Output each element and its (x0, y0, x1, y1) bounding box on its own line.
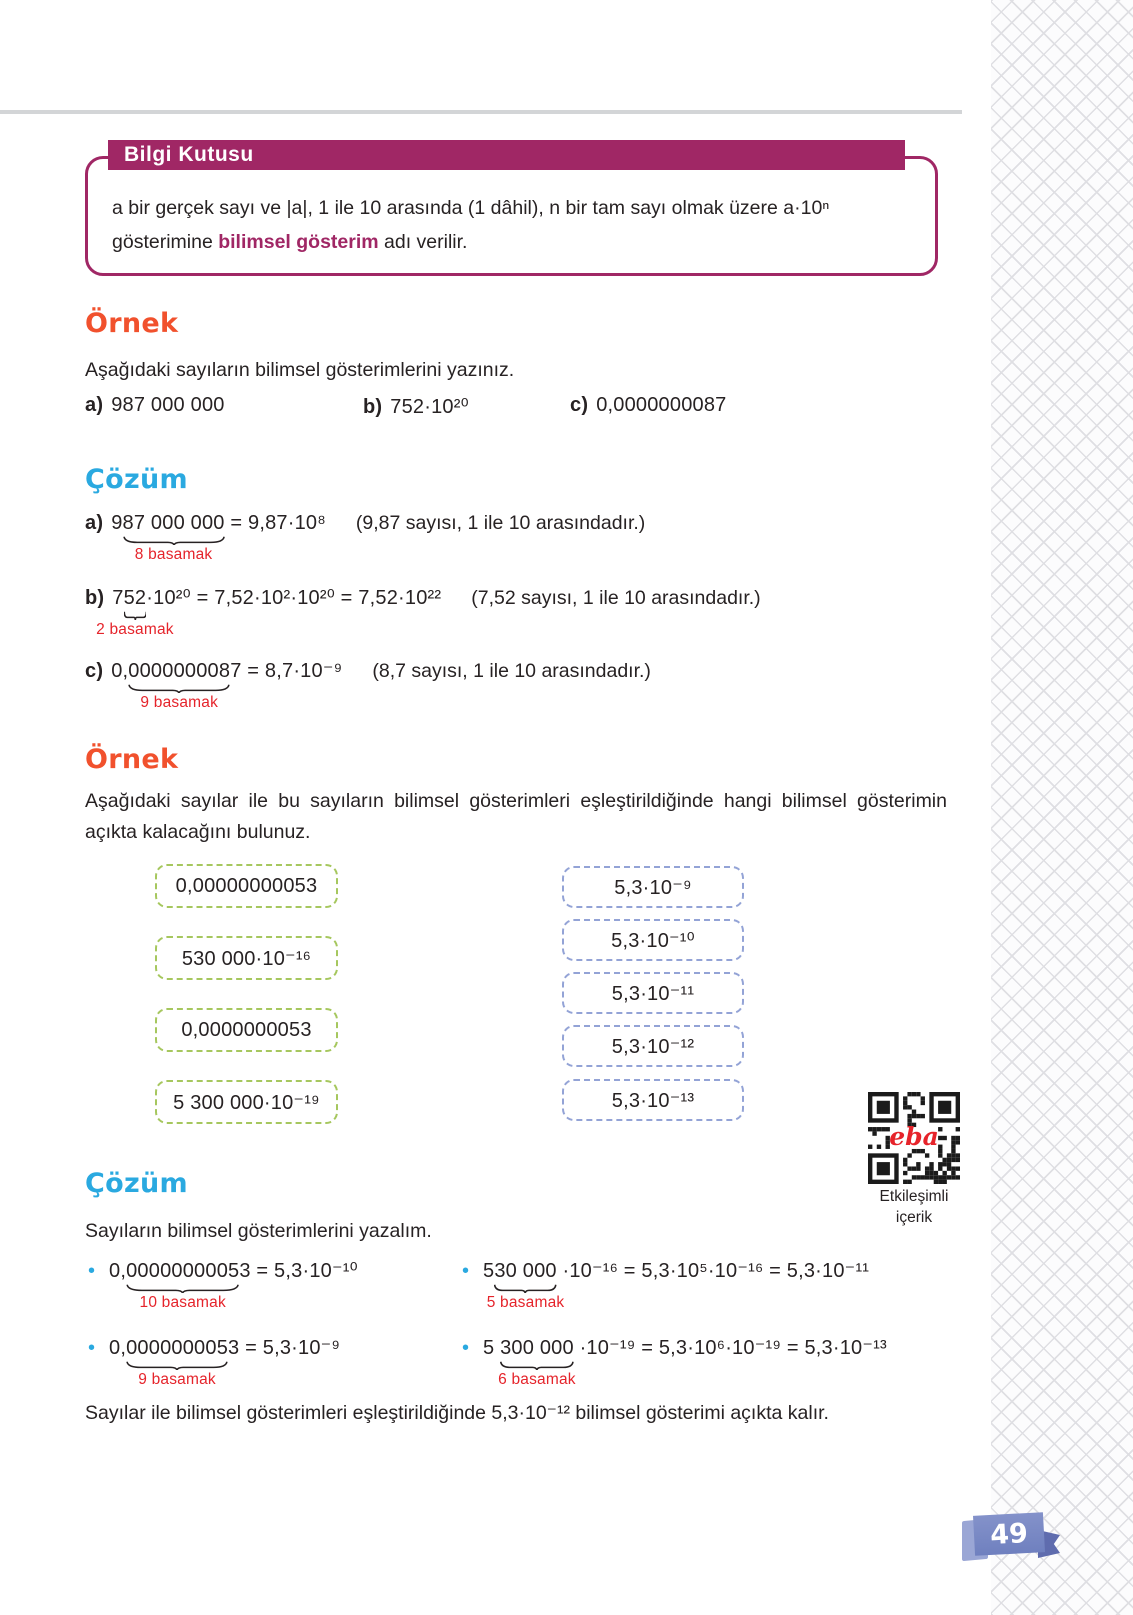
braced-text: 30 000 (494, 1260, 557, 1282)
info-text-highlight: bilimsel gösterim (218, 231, 379, 253)
solution-c-expression (111, 658, 343, 711)
svg-text:eba: eba (889, 1122, 939, 1151)
example2-heading: Örnek (85, 744, 179, 775)
solution1-line-b (85, 585, 761, 638)
digit-count-label: 9 basamak (140, 694, 219, 711)
info-text-before: a bir gerçek sayı ve |a|, 1 ile 10 arasında (1 dâhil), n bir tam sayı olmak üzere a·10ⁿ gösterimine (112, 197, 830, 253)
bullet-icon: • (88, 1260, 96, 1282)
solution-a-expression (111, 512, 326, 563)
braced-text: 000000005 (126, 1337, 229, 1359)
expr-pre: 0, (109, 1260, 127, 1282)
match-notation-box-5: 5,3·10⁻¹³ (562, 1079, 744, 1121)
solution2-expression-3 (109, 1335, 341, 1388)
match-number-box-4: 5 300 000·10⁻¹⁹ (155, 1080, 338, 1124)
digit-count-label: 5 basamak (486, 1294, 565, 1311)
solution2-expression-4 (483, 1335, 887, 1388)
expr-post: ·10⁻¹⁶ = 5,3·10⁵·10⁻¹⁶ = 5,3·10⁻¹¹ (556, 1260, 870, 1282)
solution1-line-c (85, 658, 651, 711)
expr-post: = 9,87·10⁸ (224, 512, 326, 534)
example1-prompt: Aşağıdaki sayıların bilimsel gösterimlerini yazınız. (85, 359, 515, 381)
solution1-line-a (85, 512, 646, 563)
item-c-label: c) (570, 394, 589, 416)
digit-count-label: 10 basamak (139, 1294, 226, 1311)
bullet-icon: • (462, 1337, 470, 1359)
example1-heading: Örnek (85, 308, 179, 339)
braced-text: 87 000 000 (122, 512, 225, 534)
match-number-box-3: 0,0000000053 (155, 1008, 338, 1052)
solution2-heading: Çözüm (85, 1168, 188, 1199)
expr-pre: 5 (483, 1260, 495, 1282)
solution-b-note: (7,52 sayısı, 1 ile 10 arasındadır.) (471, 587, 761, 609)
underbrace (500, 1361, 574, 1370)
expr-post: 3 = 5,3·10⁻⁹ (228, 1337, 341, 1359)
solution2-expression-2 (483, 1258, 870, 1311)
qr-code-image (868, 1092, 960, 1184)
page-number-ribbon (938, 1498, 1078, 1578)
info-box-text (112, 191, 919, 259)
expr-post: 7 = 8,7·10⁻⁹ (230, 660, 343, 682)
solution2-item-4 (462, 1335, 887, 1388)
info-box-title: Bilgi Kutusu (108, 140, 905, 170)
bullet-icon: • (462, 1260, 470, 1282)
solution-a-note: (9,87 sayısı, 1 ile 10 arasındadır.) (355, 512, 646, 534)
expr-pre: 5 (483, 1337, 501, 1359)
solution-c-label: c) (85, 660, 104, 682)
example1-item-a (85, 394, 225, 417)
match-notation-box-1: 5,3·10⁻⁹ (562, 866, 744, 908)
solution-b-label: b) (85, 587, 105, 609)
expr-post: ·10²⁰ = 7,52·10²·10²⁰ = 7,52·10²² (146, 587, 442, 609)
braced-digits (126, 1260, 240, 1311)
item-a-label: a) (85, 394, 104, 416)
solution2-item-1 (88, 1258, 358, 1311)
solution-a-label: a) (85, 512, 104, 534)
qr-code (868, 1092, 960, 1184)
info-box (85, 156, 938, 276)
underbrace (123, 536, 225, 545)
braced-text: 300 000 (500, 1337, 574, 1359)
qr-caption-line1: Etkileşimli (879, 1188, 949, 1205)
braced-text: 52 (123, 587, 147, 609)
underbrace (124, 611, 147, 620)
solution2-item-2 (462, 1258, 870, 1311)
digit-count-label: 2 basamak (96, 621, 174, 638)
solution2-expression-1 (109, 1258, 358, 1311)
braced-digits (96, 587, 174, 638)
expr-post: 3 = 5,3·10⁻¹⁰ (239, 1260, 358, 1282)
example2-prompt: Aşağıdaki sayılar ile bu sayıların bilimsel gösterimleri eşleştirildiğinde hangi bilimsel gösterimin açıkta kalacağını bulunuz. (85, 790, 947, 843)
underbrace (126, 1361, 228, 1370)
braced-text: 0000000005 (126, 1260, 240, 1282)
example1-item-c (570, 394, 727, 417)
solution2-conclusion: Sayılar ile bilimsel gösterimleri eşleştirildiğinde 5,3·10⁻¹² bilimsel gösterimi açıkta kalır. (85, 1402, 829, 1424)
digit-count-label: 6 basamak (498, 1371, 576, 1388)
match-notation-box-4: 5,3·10⁻¹² (562, 1025, 744, 1067)
expr-pre: 9 (111, 512, 123, 534)
digit-count-label: 9 basamak (138, 1371, 216, 1388)
qr-caption (838, 1186, 990, 1228)
braced-text: 000000008 (128, 660, 231, 682)
info-text-after: adı verilir. (378, 231, 468, 253)
item-b-value: 752·10²⁰ (390, 396, 469, 418)
header-divider-line (0, 110, 962, 114)
braced-digits (128, 660, 231, 711)
solution2-intro: Sayıların bilimsel gösterimlerini yazalım. (85, 1220, 432, 1242)
match-notation-box-3: 5,3·10⁻¹¹ (562, 972, 744, 1014)
item-b-label: b) (363, 396, 383, 418)
underbrace (128, 684, 230, 693)
expr-post: ·10⁻¹⁹ = 5,3·10⁶·10⁻¹⁹ = 5,3·10⁻¹³ (573, 1337, 887, 1359)
qr-caption-line2: içerik (895, 1209, 933, 1226)
diamond-pattern-strip (991, 0, 1133, 1615)
match-notation-box-2: 5,3·10⁻¹⁰ (562, 919, 744, 961)
item-a-value: 987 000 000 (111, 394, 225, 416)
solution-b-expression (96, 585, 442, 638)
match-number-box-2: 530 000·10⁻¹⁶ (155, 936, 338, 980)
expr-pre: 0, (111, 660, 129, 682)
underbrace (126, 1284, 239, 1293)
expr-pre: 0, (109, 1337, 127, 1359)
solution1-heading: Çözüm (85, 464, 188, 495)
item-c-value: 0,0000000087 (596, 394, 727, 416)
example1-item-b (363, 394, 469, 419)
match-number-box-1: 0,00000000053 (155, 864, 338, 908)
braced-digits (498, 1337, 576, 1388)
expr-pre: 7 (112, 587, 124, 609)
braced-digits (126, 1337, 229, 1388)
solution2-item-3 (88, 1335, 341, 1388)
bullet-icon: • (88, 1337, 96, 1359)
braced-digits (486, 1260, 565, 1311)
braced-digits (122, 512, 225, 563)
underbrace (494, 1284, 556, 1293)
page-number: 49 (973, 1512, 1045, 1556)
digit-count-label: 8 basamak (134, 546, 213, 563)
solution-c-note: (8,7 sayısı, 1 ile 10 arasındadır.) (372, 660, 651, 682)
